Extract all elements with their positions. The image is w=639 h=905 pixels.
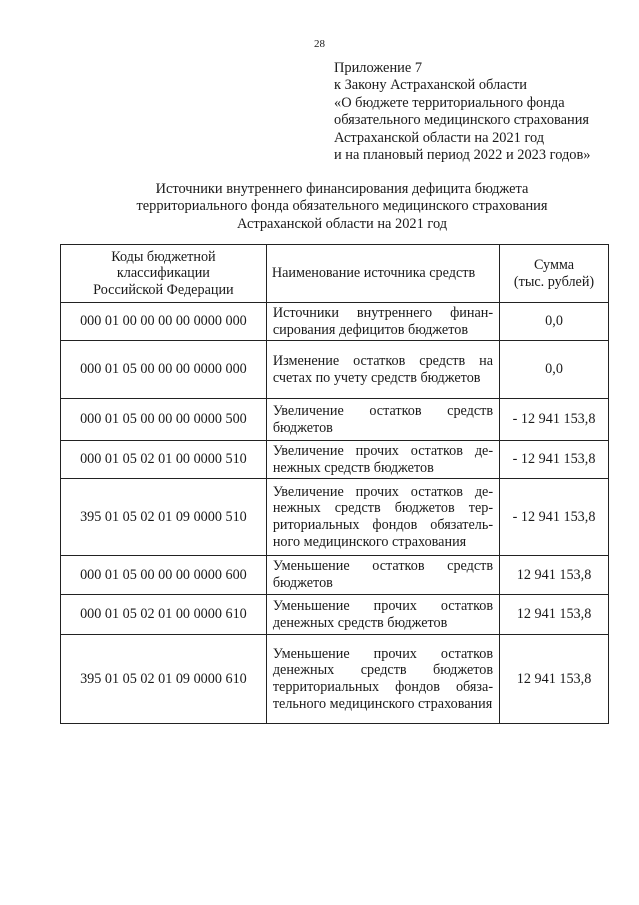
row-code: 395 01 05 02 01 09 0000 510 [61,479,267,556]
table-row [61,635,609,724]
table-row [61,399,609,441]
row-amount: 0,0 [500,341,609,399]
row-name: Увеличение прочих остатков денежных средств бюджетов территориальных фондов обязательного медицинского страхования [266,479,499,556]
table-row [61,556,609,595]
table-row [61,341,609,399]
appendix-line: к Закону Астраханской области [334,77,527,94]
row-amount: 12 941 153,8 [500,556,609,595]
header-code: Коды бюджетной классификации Российской Федерации [61,245,267,303]
row-name: Уменьшение прочих остатков денежных средств бюджетов территориальных фондов обязательного медицинского страхования [266,635,499,724]
appendix-line: Астраханской области на 2021 год [334,129,545,146]
table-row [61,595,609,635]
row-name: Изменение остатков средств на счетах по учету средств бюджетов [266,341,499,399]
row-code: 000 01 05 00 00 00 0000 000 [61,341,267,399]
row-code: 000 01 05 02 01 00 0000 510 [61,441,267,479]
title-line: Источники внутреннего финансирования дефицита бюджета [155,181,529,197]
header-amount: Сумма (тыс. рублей) [500,245,609,303]
table-row [61,303,609,341]
appendix-line: Приложение 7 [334,60,423,76]
financing-sources-table [60,244,609,724]
row-name: Уменьшение остатков средств бюджетов [266,556,499,595]
appendix-line: обязательного медицинского страхования [334,112,590,129]
table-row [61,441,609,479]
row-name: Увеличение остатков средств бюджетов [266,399,499,441]
row-code: 395 01 05 02 01 09 0000 610 [61,635,267,724]
row-code: 000 01 05 02 01 00 0000 610 [61,595,267,635]
title-line: Астраханской области на 2021 год [236,215,448,232]
row-name: Уменьшение прочих остатков денежных средств бюджетов [266,595,499,635]
row-amount: 12 941 153,8 [500,635,609,724]
row-amount: - 12 941 153,8 [500,479,609,556]
table-header-row [61,245,609,303]
row-amount: - 12 941 153,8 [500,399,609,441]
row-code: 000 01 05 00 00 00 0000 500 [61,399,267,441]
title-line: территориального фонда обязательного медицинского страхования [136,198,548,215]
page-number: 28 [314,38,325,50]
table-row [61,479,609,556]
appendix-line: и на плановый период 2022 и 2023 годов» [334,147,591,164]
row-amount: 12 941 153,8 [500,595,609,635]
header-name: Наименование источника средств [266,245,499,303]
document-title [60,181,624,233]
appendix-block [334,60,624,164]
row-name: Источники внутреннего финансирования дефицитов бюджетов [266,303,499,341]
row-amount: - 12 941 153,8 [500,441,609,479]
appendix-line: «О бюджете территориального фонда [334,94,565,111]
row-amount: 0,0 [500,303,609,341]
row-name: Увеличение прочих остатков денежных средств бюджетов [266,441,499,479]
row-code: 000 01 05 00 00 00 0000 600 [61,556,267,595]
row-code: 000 01 00 00 00 00 0000 000 [61,303,267,341]
